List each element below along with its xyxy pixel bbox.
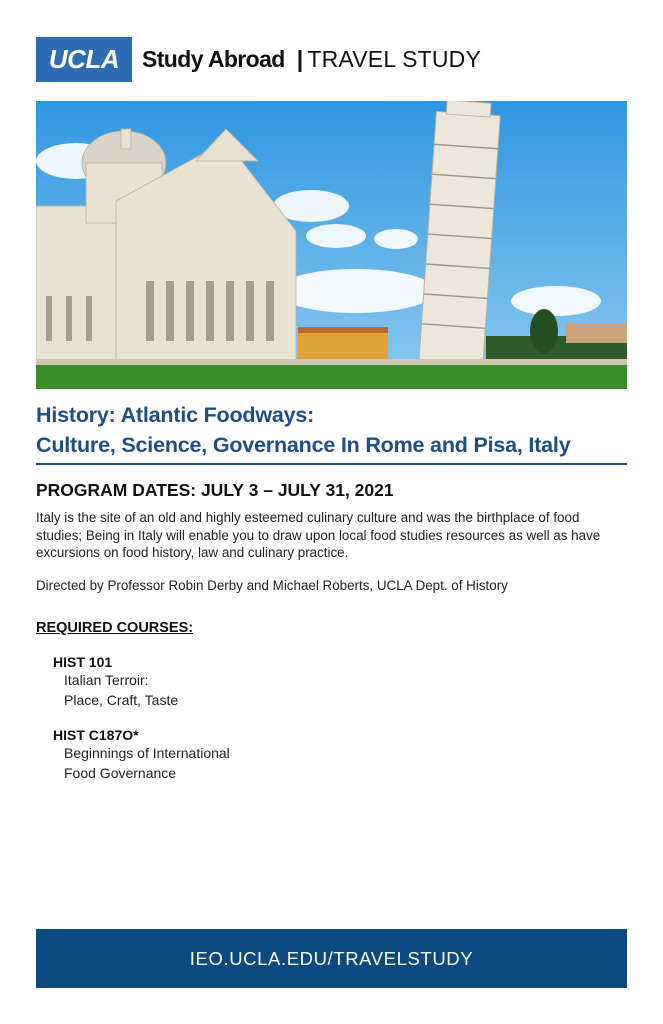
ucla-logo: UCLA [36,37,132,82]
footer-url-link[interactable]: IEO.UCLA.EDU/TRAVELSTUDY [189,947,474,969]
course-title-line: Food Governance [64,765,177,781]
course-item [53,727,230,783]
title-line-2: Culture, Science, Governance In Rome and Pisa, Italy [36,433,571,457]
directed-by: Directed by Professor Robin Derby and Michael Roberts, UCLA Dept. of History [36,578,508,593]
study-abroad-label: Study Abroad [142,46,285,72]
header [36,37,481,82]
program-type: TRAVEL STUDY [307,46,482,72]
course-title-line: Place, Craft, Taste [64,692,179,708]
course-title-line: Beginnings of International [64,745,230,761]
program-description: Italy is the site of an old and highly esteemed culinary culture and was the birthplace of food studies; Being in Italy will enable you to draw upon local food studies resources as well as have excursions on food history, law and culinary practice. [36,510,601,560]
program-dates: PROGRAM DATES: JULY 3 – JULY 31, 2021 [36,480,394,500]
course-code: HIST C187O* [53,727,139,743]
title-line-1: History: Atlantic Foodways: [36,403,315,427]
program-title [36,400,627,460]
pisa-photo [36,101,627,389]
footer-banner [36,929,627,988]
course-code: HIST 101 [53,654,113,670]
required-courses-heading: REQUIRED COURSES: [36,620,194,636]
course-title-line: Italian Terroir: [64,672,149,688]
course-item [53,654,178,710]
pisa-illustration [36,101,627,389]
header-divider: | [296,46,304,72]
travel-study-label [297,46,481,73]
title-divider [36,463,627,465]
